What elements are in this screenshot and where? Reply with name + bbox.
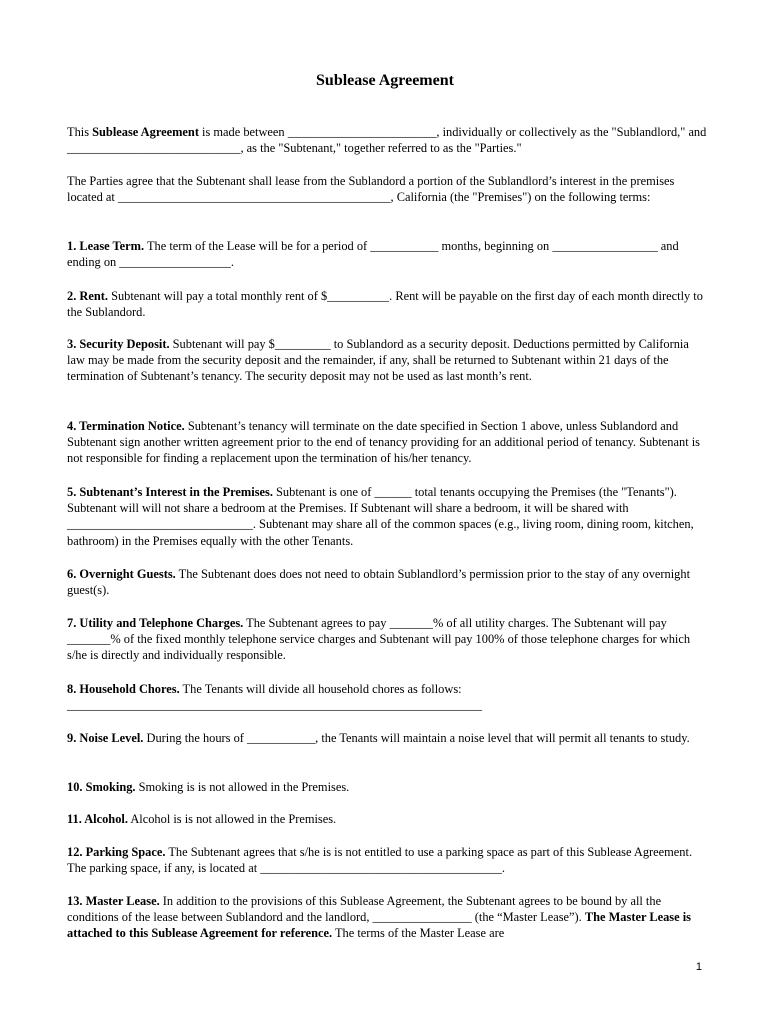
section-4 <box>67 418 707 467</box>
section-11 <box>67 811 707 827</box>
page-number: 1 <box>695 961 702 973</box>
document-title: Sublease Agreement <box>316 72 454 89</box>
section-heading: 3. Security Deposit. <box>67 337 170 351</box>
section-text: Subtenant is one of ______ total tenants occupying the Premises (the "Tenants"). Subtenant will will not share a bedroom at the Premises. If Subtenant will share a bedroom, it will be shared with ______________________________. Subtenant may share all of the common spaces (e.g., living room, dining room, kitchen, bathroom) in the Premises equally with the other Tenants. <box>67 485 694 548</box>
section-text: The Subtenant agrees that s/he is is not entitled to use a parking space as part of this Sublease Agreement. The parking space, if any, is located at _______________________________________. <box>67 845 693 876</box>
section-text-cont: The terms of the Master Lease are <box>332 926 505 941</box>
intro-paragraph <box>67 124 707 156</box>
section-1 <box>67 238 707 270</box>
section-8 <box>67 681 707 713</box>
section-heading: 13. Master Lease. <box>67 894 160 908</box>
section-heading: 10. Smoking. <box>67 780 136 794</box>
section-3 <box>67 336 707 385</box>
section-heading: 7. Utility and Telephone Charges. <box>67 616 244 630</box>
intro-bold: Sublease Agreement <box>92 125 199 139</box>
section-text: During the hours of ___________, the Tenants will maintain a noise level that will permit all tenants to study. <box>143 731 690 745</box>
section-7 <box>67 615 707 664</box>
section-heading: 2. Rent. <box>67 289 108 303</box>
section-heading: 11. Alcohol. <box>67 812 128 826</box>
section-heading: 9. Noise Level. <box>67 731 144 745</box>
section-10 <box>67 779 707 795</box>
section-6 <box>67 566 707 598</box>
section-text: The Tenants will divide all household chores as follows: ___________________________________________________________________ <box>67 682 483 713</box>
section-13 <box>67 893 707 942</box>
section-9 <box>67 730 707 746</box>
section-heading: 5. Subtenant’s Interest in the Premises. <box>67 485 273 499</box>
section-bold-text: The Master Lease is attached to this Sublease Agreement for reference. <box>67 910 691 941</box>
section-heading: 8. Household Chores. <box>67 682 180 696</box>
section-heading: 12. Parking Space. <box>67 845 166 859</box>
section-text: Smoking is is not allowed in the Premises. <box>135 780 350 794</box>
section-text: In addition to the provisions of this Sublease Agreement, the Subtenant agrees to be bound by all the conditions of the lease between Sublandord and the landlord, ________________ (the “Master Lease”). <box>67 894 662 925</box>
premises-paragraph: The Parties agree that the Subtenant shall lease from the Sublandord a portion of the Sublandlord’s interest in the premises located at ____________________________________________, California (the "Premises") on the following terms: <box>67 174 675 205</box>
section-2 <box>67 288 707 320</box>
section-5 <box>67 484 707 549</box>
section-text: The Subtenant agrees to pay _______% of all utility charges. The Subtenant will pay _______% of the fixed monthly telephone service charges and Subtenant will pay 100% of those telephone charges for which s/he is directly and individually responsible. <box>67 616 691 663</box>
section-heading: 6. Overnight Guests. <box>67 567 176 581</box>
section-heading: 1. Lease Term. <box>67 239 145 253</box>
section-12 <box>67 844 707 876</box>
section-heading: 4. Termination Notice. <box>67 419 185 433</box>
section-text: The Subtenant does does not need to obtain Sublandlord’s permission prior to the stay of any overnight guest(s). <box>67 567 691 598</box>
section-text: Subtenant will pay $_________ to Sublandord as a security deposit. Deductions permitted by California law may be made from the security deposit and the remainder, if any, shall be returned to Subtenant within 21 days of the termination of Subtenant’s tenancy. The security deposit may not be used as last month’s rent. <box>67 337 689 384</box>
intro-pre: This <box>67 125 93 139</box>
section-text: Alcohol is is not allowed in the Premises. <box>127 812 337 826</box>
intro-text: is made between ________________________, individually or collectively as the "Sublandlord," and ____________________________, as the "Subtenant," together referred to as the "Parties." <box>67 125 707 156</box>
section-text: Subtenant will pay a total monthly rent of $__________. Rent will be payable on the first day of each month directly to the Sublandord. <box>67 289 703 320</box>
section-text: Subtenant’s tenancy will terminate on the date specified in Section 1 above, unless Sublandord and Subtenant sign another written agreement prior to the end of tenancy providing for an additional period of tenancy. Subtenant is not responsible for finding a replacement upon the termination of his/her tenancy. <box>67 419 701 466</box>
section-text: The term of the Lease will be for a period of ___________ months, beginning on _________________ and ending on __________________. <box>67 239 679 270</box>
